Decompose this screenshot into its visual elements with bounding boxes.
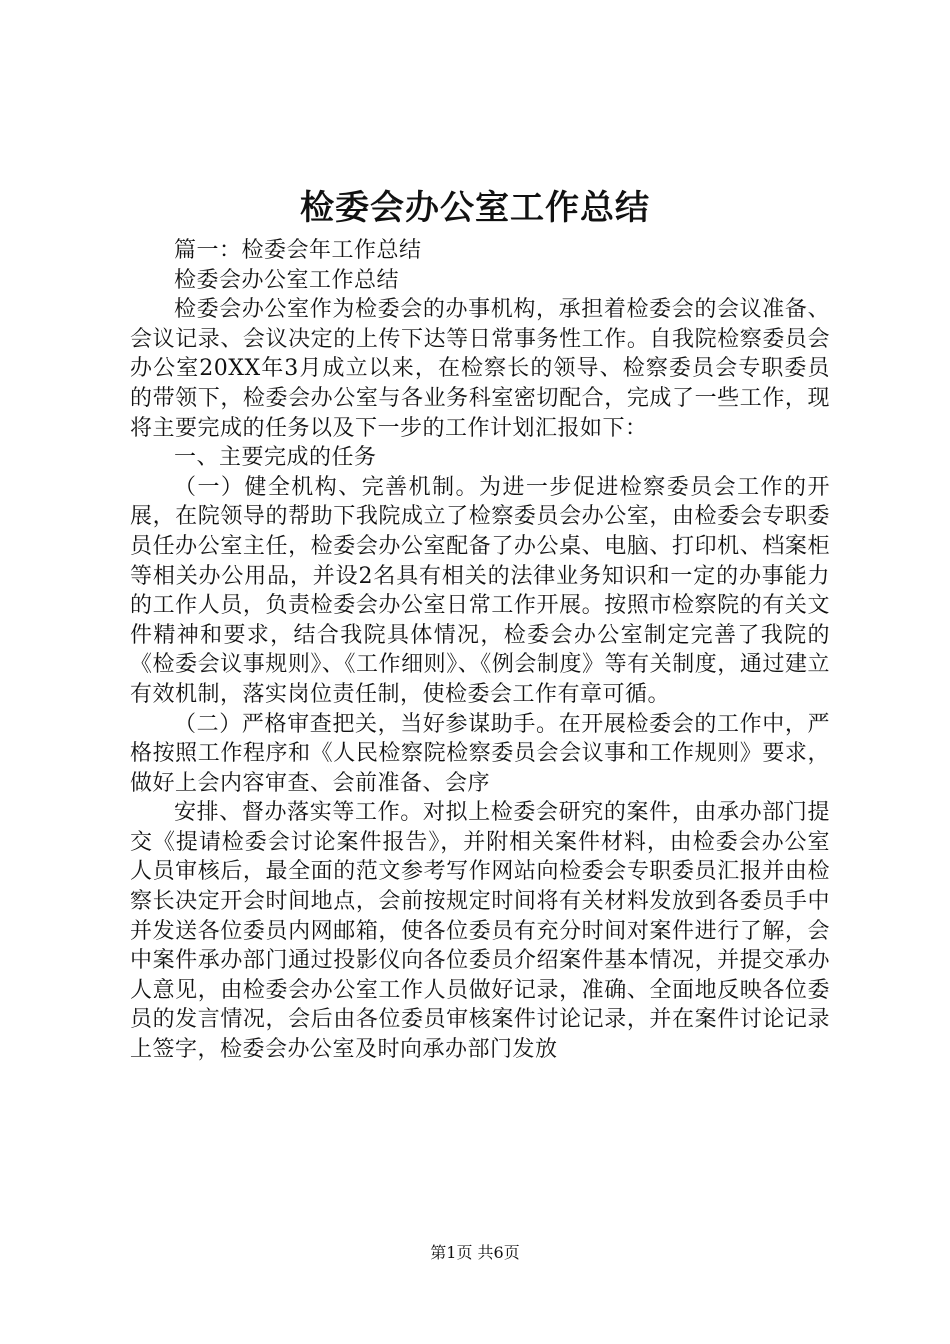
page-number-footer: 第1页 共6页: [430, 1243, 520, 1262]
section-heading-part-one: 篇一：检委会年工作总结: [174, 238, 422, 263]
paragraph-task-two: （二）严格审查把关，当好参谋助手。在开展检委会的工作中，严格按照工作程序和《人民检察院检察委员会会议事和工作规则》要求，做好上会内容审查、会前准备、会序: [130, 711, 830, 796]
document-title: 检委会办公室工作总结: [300, 188, 650, 228]
document-body: [130, 236, 830, 1065]
paragraph-task-one: （一）健全机构、完善机制。为进一步促进检察委员会工作的开展，在院领导的帮助下我院成立了检察委员会办公室，由检委会专职委员任办公室主任，检委会办公室配备了办公桌、电脑、打印机、档案柜等相关办公用品，并设2名具有相关的法律业务知识和一定的办事能力的工作人员，负责检委会办公室日常工作开展。按照市检察院的有关文件精神和要求，结合我院具体情况，检委会办公室制定完善了我院的《检委会议事规则》、《工作细则》、《例会制度》等有关制度，通过建立有效机制，落实岗位责任制，使检委会工作有章可循。: [130, 474, 830, 707]
paragraph-task-two-continued: 安排、督办落实等工作。对拟上检委会研究的案件，由承办部门提交《提请检委会讨论案件报告》，并附相关案件材料，由检委会办公室人员审核后，最全面的范文参考写作网站向检委会专职委员汇报并由检察长决定开会时间地点，会前按规定时间将有关材料发放到各委员手中并发送各位委员内网邮箱，使各位委员有充分时间对案件进行了解，会中案件承办部门通过投影仪向各位委员介绍案件基本情况，并提交承办人意见，由检委会办公室工作人员做好记录，准确、全面地反映各位委员的发言情况，会后由各位委员审核案件讨论记录，并在案件讨论记录上签字，检委会办公室及时向承办部门发放: [130, 800, 830, 1063]
subtitle: 检委会办公室工作总结: [174, 267, 400, 293]
paragraph-intro: 检委会办公室作为检委会的办事机构，承担着检委会的会议准备、会议记录、会议决定的上传下达等日常事务性工作。自我院检察委员会办公室20XX年3月成立以来，在检察长的领导、检察委员会专职委员的带领下，检委会办公室与各业务科室密切配合，完成了一些工作，现将主要完成的任务以及下一步的工作计划汇报如下：: [130, 297, 830, 441]
section-heading-main-tasks: 一、主要完成的任务: [174, 445, 377, 471]
